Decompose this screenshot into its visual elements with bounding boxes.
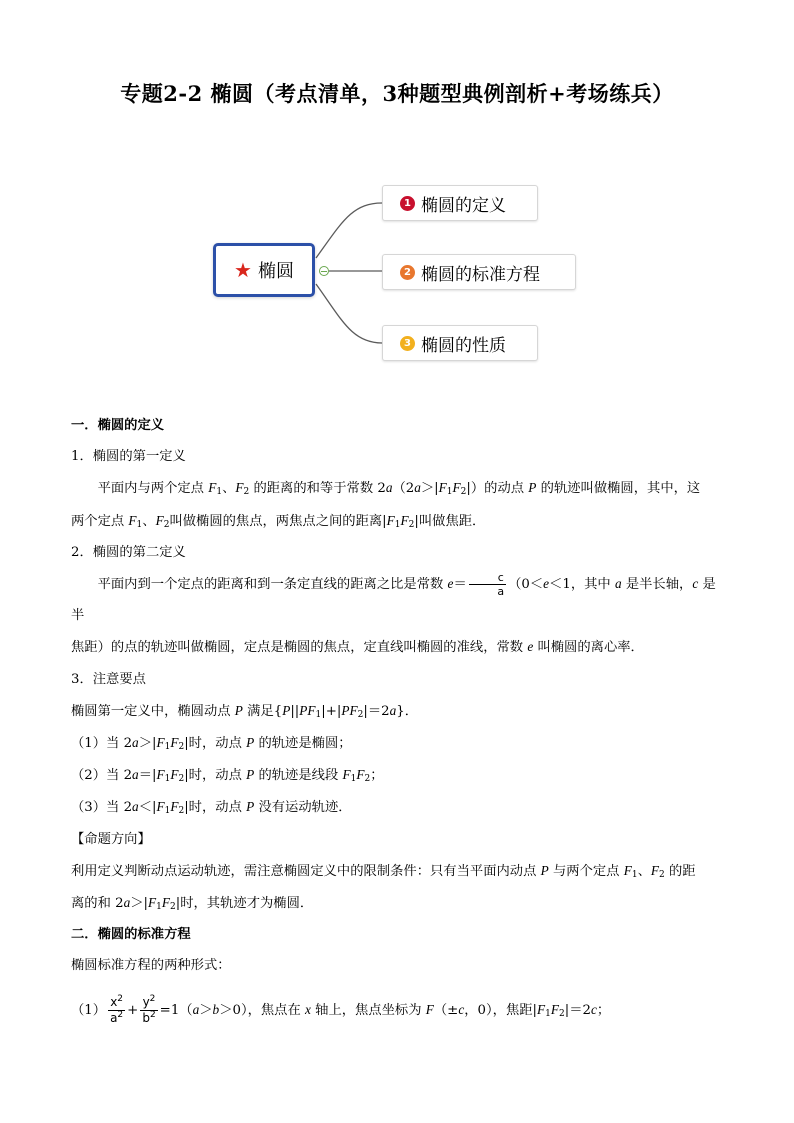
subheading-notes: 3．注意要点 [71, 671, 146, 687]
tip-paragraph-cont: 离的和 $2a>|F_1F_2|$时，其轨迹才为椭圆． [71, 895, 314, 913]
fraction-y2-over-b2: $\frac{y^2}{b^2}$ [142, 993, 156, 1025]
equation-form-1: （1） $\frac{x^2}{a^2}$ + $\frac{y^2}{b^2}$ =1（a＞b＞0），焦点在 x 轴上，焦点坐标为 F（±c，0），焦距$|F_1F_2|=2c$； [71, 993, 611, 1025]
case-2: （2）当 $2a=|F_1F_2|$时，动点 P 的轨迹是线段 $F_1F_2$； [71, 767, 384, 785]
branch-label: 椭圆的定义 [421, 195, 506, 216]
fraction-c-over-a: $\frac{c}{a}$ [469, 571, 506, 598]
fraction-x2-over-a2: $\frac{x^2}{a^2}$ [110, 993, 124, 1025]
star-icon: ★ [234, 258, 252, 282]
mind-map-root[interactable] [213, 243, 315, 297]
paragraph-notes: 椭圆第一定义中，椭圆动点 P 满足$\{P||PF_1|+|PF_2|=2a\}$． [71, 702, 419, 720]
tip-paragraph: 利用定义判断动点运动轨迹，需注意椭圆定义中的限制条件：只有当平面内动点 P 与两个定点 $F_1$、$F_2$ 的距 [71, 862, 696, 880]
branch-label: 椭圆的性质 [421, 335, 506, 356]
number-badge-1-icon: 1 [400, 196, 415, 211]
branch-properties[interactable] [382, 325, 538, 361]
branch-label: 椭圆的标准方程 [421, 264, 540, 285]
number-badge-2-icon: 2 [400, 265, 415, 280]
mind-map [0, 0, 794, 400]
page-title: 专题2-2 椭圆（考点清单，3种题型典例剖析+考场练兵） [120, 81, 674, 106]
paragraph-second-definition-cont: 焦距）的点的轨迹叫做椭圆，定点是椭圆的焦点，定直线叫椭圆的准线，常数 e 叫椭圆的离心率． [71, 639, 644, 656]
subheading-second-definition: 2．椭圆的第二定义 [71, 544, 186, 560]
case-3: （3）当 $2a<|F_1F_2|$时，动点 P 没有运动轨迹． [71, 799, 352, 817]
connector-branch-1 [316, 203, 382, 258]
connector-branch-3 [316, 284, 382, 343]
branch-standard-equation[interactable] [382, 254, 576, 290]
number-badge-3-icon: 3 [400, 336, 415, 351]
section-heading-2: 二．椭圆的标准方程 [71, 927, 191, 943]
standard-forms-intro: 椭圆标准方程的两种形式： [71, 958, 231, 974]
subheading-first-definition: 1．椭圆的第一定义 [71, 449, 186, 465]
tip-title: 【命题方向】 [71, 831, 151, 847]
paragraph-first-definition: 平面内与两个定点 $F_1$、$F_2$ 的距离的和等于常数 $2a(2a>|F_1F_2|)$的动点 P 的轨迹叫做椭圆，其中，这 [97, 480, 701, 498]
collapse-toggle-icon[interactable] [319, 266, 329, 276]
branch-definition[interactable] [382, 185, 538, 221]
section-heading-1: 一．椭圆的定义 [71, 418, 165, 433]
paragraph-second-definition: 平面内到一个定点的距离和到一条定直线的距离之比是常数 e＝ $\frac{c}{a}$ （0＜e＜1，其中 a 是半长轴，c 是半 [71, 571, 716, 624]
case-1: （1）当 $2a>|F_1F_2|$时，动点 P 的轨迹是椭圆； [71, 735, 352, 753]
root-label: 椭圆 [257, 261, 294, 282]
paragraph-first-definition-cont: 两个定点 $F_1$、$F_2$叫做椭圆的焦点，两焦点之间的距离$|F_1F_2|$叫做焦距． [71, 512, 486, 530]
document-body [71, 410, 723, 1033]
